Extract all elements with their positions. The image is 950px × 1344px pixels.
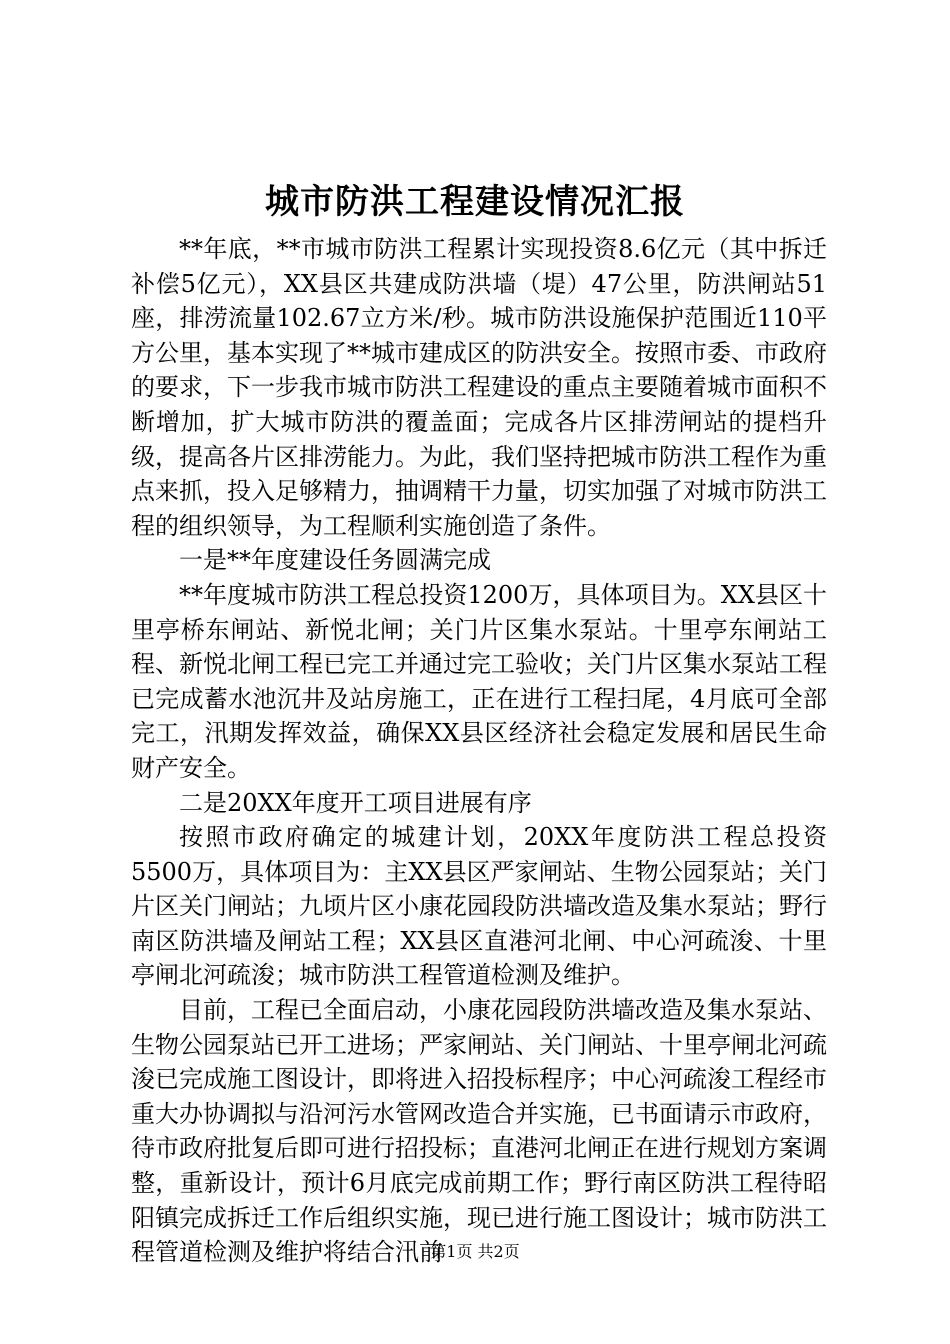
document-body xyxy=(131,232,827,1270)
section-heading-2: 二是20XX年度开工项目进展有序 xyxy=(179,788,532,817)
paragraph-section-2: 按照市政府确定的城建计划，20XX年度防洪工程总投资5500万，具体项目为：主XX县区严家闸站、生物公园泵站；关门片区关门闸站；九顷片区小康花园段防洪墙改造及集水泵站；野行南区防洪墙及闸站工程；XX县区直港河北闸、中心河疏浚、十里亭闸北河疏浚；城市防洪工程管道检测及维护。 xyxy=(131,823,827,990)
paragraph-progress: 目前，工程已全面启动，小康花园段防洪墙改造及集水泵站、生物公园泵站已开工进场；严家闸站、关门闸站、十里亭闸北河疏浚已完成施工图设计，即将进入招投标程序；中心河疏浚工程经市重大办协调拟与沿河污水管网改造合并实施，已书面请示市政府，待市政府批复后即可进行招投标；直港河北闸正在进行规划方案调整，重新设计，预计6月底完成前期工作；野行南区防洪工程待昭阳镇完成拆迁工作后组织实施，现已进行施工图设计；城市防洪工程管道检测及维护将结合汛前 xyxy=(131,996,827,1267)
paragraph-intro: **年底，**市城市防洪工程累计实现投资8.6亿元（其中拆迁补偿5亿元），XX县区共建成防洪墙（堤）47公里，防洪闸站51座，排涝流量102.67立方米/秒。城市防洪设施保护范围近110平方公里，基本实现了**城市建成区的防洪安全。按照市委、市政府的要求，下一步我市城市防洪工程建设的重点主要随着城市面积不断增加，扩大城市防洪的覆盖面；完成各片区排涝闸站的提档升级，提高各片区排涝能力。为此，我们坚持把城市防洪工程作为重点来抓，投入足够精力，抽调精干力量，切实加强了对城市防洪工程的组织领导，为工程顺利实施创造了条件。 xyxy=(131,235,827,540)
page-number: 第1页 共2页 xyxy=(430,1242,520,1261)
document-title: 城市防洪工程建设情况汇报 xyxy=(265,182,685,222)
section-heading-1: 一是**年度建设任务圆满完成 xyxy=(179,546,491,575)
paragraph-section-1: **年度城市防洪工程总投资1200万，具体项目为。XX县区十里亭桥东闸站、新悦北闸；关门片区集水泵站。十里亭东闸站工程、新悦北闸工程已完工并通过完工验收；关门片区集水泵站工程已完成蓄水池沉井及站房施工，正在进行工程扫尾，4月底可全部完工，汛期发挥效益，确保XX县区经济社会稳定发展和居民生命财产安全。 xyxy=(131,580,827,782)
